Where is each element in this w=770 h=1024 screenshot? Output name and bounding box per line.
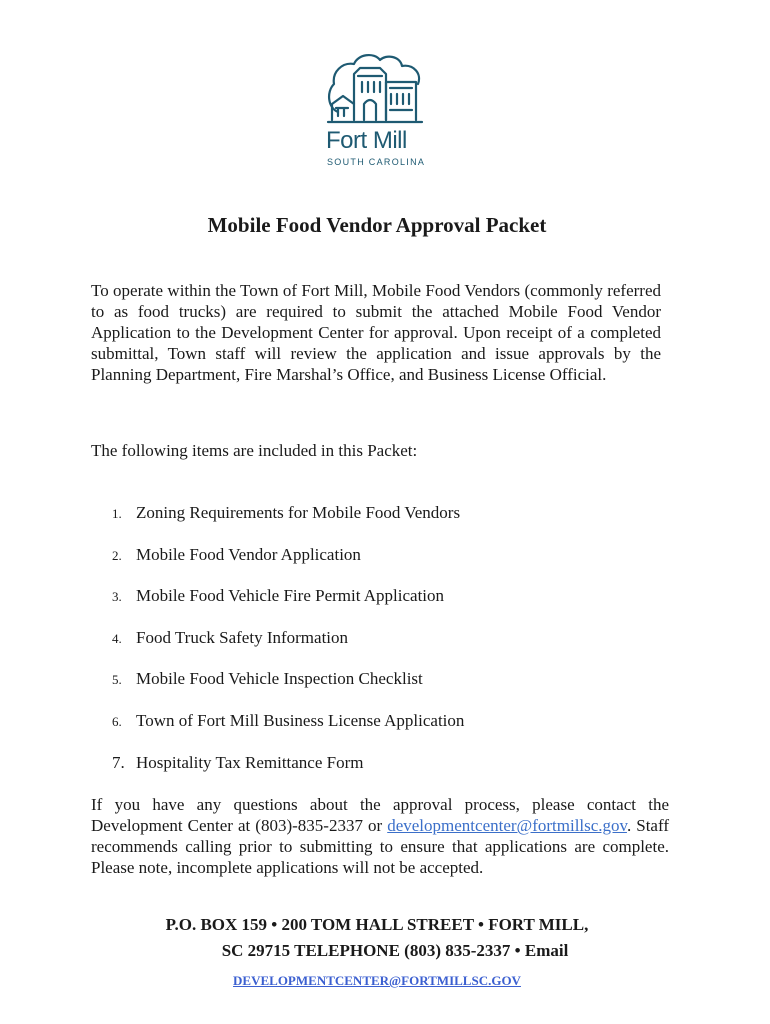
list-item — [112, 544, 672, 586]
list-item — [112, 710, 672, 752]
list-item-number: 2. — [112, 547, 122, 563]
list-item-text: Town of Fort Mill Business License Application — [136, 710, 465, 730]
list-item-number: 5. — [112, 672, 122, 688]
logo-state-name: SOUTH CAROLINA — [327, 157, 426, 167]
intro-paragraph: To operate within the Town of Fort Mill, Mobile Food Vendors (commonly referred to as food trucks) are required to submit the attached Mobile Food Vendor Application to the Development Center for approval. Upon receipt of a completed submittal, Town staff will review the application and issue approvals by the Planning Department, Fire Marshal’s Office, and Business License Official. — [91, 281, 661, 384]
list-item-number: 6. — [112, 713, 122, 729]
logo-town-name: Fort Mill — [326, 127, 407, 154]
list-item-text: Mobile Food Vehicle Fire Permit Application — [136, 586, 445, 606]
contact-email-link[interactable]: developmentcenter@fortmillsc.gov — [387, 816, 627, 835]
list-item-text: Food Truck Safety Information — [136, 627, 349, 647]
contact-paragraph — [91, 794, 669, 878]
footer-phone-line: SC 29715 TELEPHONE (803) 835-2337 • Email — [221, 941, 569, 960]
list-item-number: 7. — [112, 752, 125, 772]
list-item — [112, 627, 672, 669]
list-item-number: 1. — [112, 506, 122, 521]
page-title: Mobile Food Vendor Approval Packet — [207, 213, 547, 237]
contact-text-before: If you have any questions about the approval process, please contact the Development Center at (803)-835-2337 or — [91, 795, 669, 835]
packet-items-list — [112, 502, 672, 793]
list-item-text: Hospitality Tax Remittance Form — [136, 752, 364, 772]
list-item-text: Zoning Requirements for Mobile Food Vendors — [136, 503, 461, 522]
list-item — [112, 502, 672, 544]
footer-email-link[interactable]: DEVELOPMENTCENTER@FORTMILLSC.GOV — [233, 973, 521, 988]
footer-email — [0, 972, 754, 990]
list-item-number: 4. — [112, 630, 122, 646]
town-building-logo-icon — [324, 50, 428, 128]
list-item — [112, 585, 672, 627]
fort-mill-logo — [318, 50, 438, 172]
list-item-text: Mobile Food Vehicle Inspection Checklist — [136, 669, 423, 689]
list-item — [112, 752, 672, 794]
list-item — [112, 668, 672, 710]
contact-text-after: . Staff recommends calling prior to submitting to ensure that applications are complete. Please note, incomplete applications will not be accepted. — [91, 816, 669, 877]
included-heading: The following items are included in this Packet: — [91, 441, 418, 460]
list-item-text: Mobile Food Vendor Application — [136, 544, 361, 564]
footer-address-line: P.O. BOX 159 • 200 TOM HALL STREET • FORT MILL, — [165, 915, 589, 934]
list-item-number: 3. — [112, 589, 122, 605]
